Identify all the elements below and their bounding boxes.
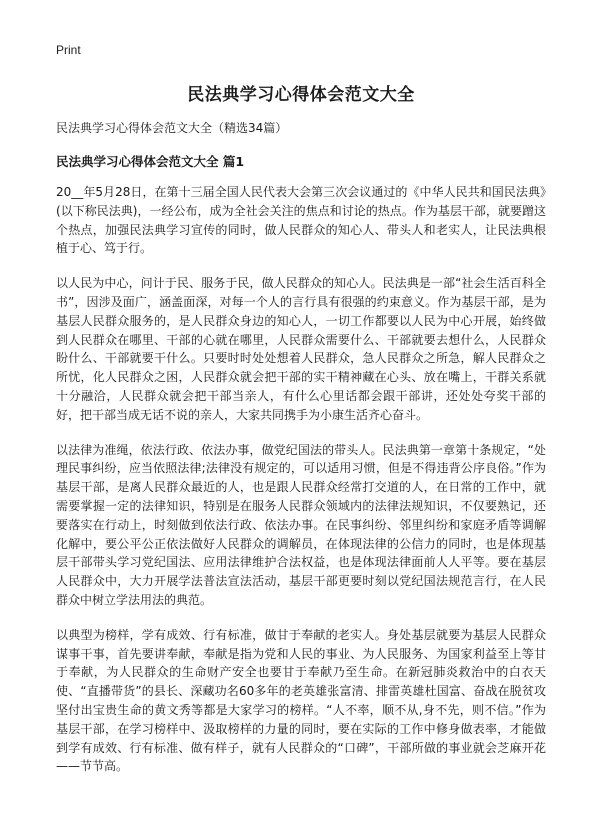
section-heading: 民法典学习心得体会范文大全 篇1: [56, 154, 245, 169]
document-subtitle: 民法典学习心得体会范文大全（精选34篇）: [56, 121, 288, 135]
paragraph-role-models: 以典型为榜样，学有成效、行有标准，做甘于奉献的老实人。身处基层就要为基层人民群众谋事干事，首先要讲奉献，奉献是指为党和人民的事业、为人民服务、为国家利益至上等甘于奉献，为人民群众的生命财产安全也要甘于奉献乃至生命。在新冠肺炎救治中的白衣天使、“直播带货”的县长、深藏功名60多年的老英雄张富清、排雷英雄杜国富、奋战在脱贫攻坚付出宝贵生命的黄文秀等都是大家学习的榜样。“人不率，顺不从,身不先，则不信。”作为基层干部，在学习榜样中、汲取榜样的力量的同时，要在实际的工作中修身做表率，才能做到学有成效、行有标准、做有样子，就有人民群众的“口碑”，干部所做的事业就会芝麻开花——节节高。: [56, 627, 546, 774]
print-link[interactable]: Print: [56, 43, 81, 57]
paragraph-intro: 20__年5月28日，在第十三届全国人民代表大会第三次会议通过的《中华人民共和国民法典》(以下称民法典)，一经公布，成为全社会关注的焦点和讨论的热点。作为基层干部，就要蹭这个热点，加强民法典学习宣传的同时，做人民群众的知心人、带头人和老实人，让民法典根植于心、笃于行。: [56, 185, 546, 256]
paragraph-people-centered: 以人民为中心，问计于民、服务于民，做人民群众的知心人。民法典是一部“社会生活百科全书”，因涉及面广，涵盖面深，对每一个人的言行具有很强的约束意义。作为基层干部，是为基层人民群众服务的，是人民群众身边的知心人，一切工作都要以人民为中心开展，始终做到人民群众在哪里、干部的心就在哪里，人民群众需要什么、干部就要去想什么，人民群众盼什么、干部就要干什么。只要时时处处想着人民群众，急人民群众之所急，解人民群众之所忧，化人民群众之困，人民群众就会把干部的实干精神藏在心头、放在嘴上，干群关系就十分融洽，人民群众就会把干部当亲人，有什么心里话都会跟干部讲，还处处夸奖干部的好，把干部当成无话不说的亲人，大家共同携手为小康生活齐心奋斗。: [56, 276, 546, 422]
paragraph-rule-of-law: 以法律为准绳，依法行政、依法办事，做党纪国法的带头人。民法典第一章第十条规定，“处理民事纠纷，应当依照法律;法律没有规定的，可以适用习惯，但是不得违背公序良俗。”作为基层干部，是离人民群众最近的人，也是跟人民群众经常打交道的人，在日常的工作中，就需要掌握一定的法律知识，特别是在服务人民群众领域内的法律法规知识，不仅要熟记，还要落实在行动上，时刻做到依法行政、依法办事。在民事纠纷、邻里纠纷和家庭矛盾等调解化解中，要公平公正依法做好人民群众的调解员，在体现法律的公信力的同时，也是体现基层干部带头学习党纪国法、应用法律维护合法权益，也是体现法律面前人人平等。要在基层人民群众中，大力开展学法普法宣法活动，基层干部更要时刻以党纪国法规范言行，在人民群众中树立学法用法的典范。: [56, 442, 546, 607]
document-title: 民法典学习心得体会范文大全: [187, 85, 415, 105]
